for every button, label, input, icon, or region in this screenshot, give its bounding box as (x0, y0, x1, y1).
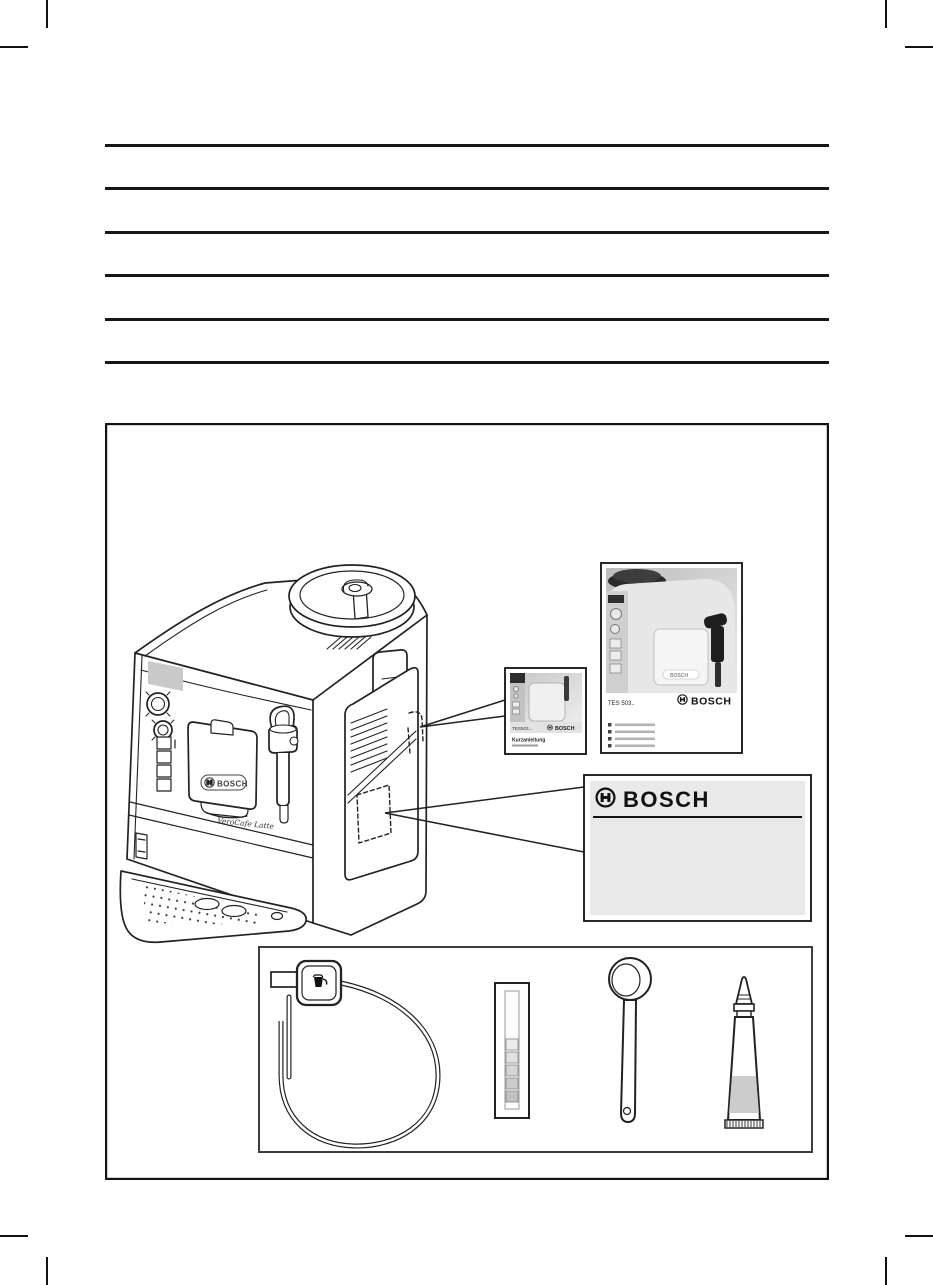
power-switch (136, 833, 147, 859)
quick-card-title: Kurzanleitung (512, 737, 546, 744)
crop-mark-top-left-v (46, 0, 48, 28)
quick-card-brand: BOSCH (555, 726, 575, 732)
crop-mark-top-right-v (885, 0, 887, 28)
quick-card-model: TES503... (512, 726, 533, 731)
ruled-line (105, 361, 829, 364)
ruled-line (105, 231, 829, 234)
crop-mark-top-left-h (0, 46, 28, 48)
service-card (584, 775, 811, 921)
crop-mark-bottom-right-h (905, 1235, 933, 1237)
crop-mark-bottom-right-v (885, 1257, 887, 1285)
machine-model-script: VeroCafe Latte (216, 816, 275, 831)
manual-model: TES 503.. (608, 701, 635, 707)
ruled-line (105, 144, 829, 147)
ruled-line (105, 318, 829, 321)
crop-mark-top-right-h (905, 46, 933, 48)
crop-mark-bottom-left-h (0, 1235, 28, 1237)
instruction-manual-cover (601, 563, 742, 753)
quick-reference-card (505, 668, 586, 754)
service-card-brand: BOSCH (623, 787, 710, 812)
figure-illustration (105, 423, 829, 1180)
cover-photo-badge: BOSCH (670, 673, 689, 679)
bean-container-lid (289, 565, 415, 637)
crop-mark-bottom-left-v (46, 1257, 48, 1285)
ruled-line (105, 274, 829, 277)
machine-front-badge: BOSCH (217, 779, 248, 789)
accessories-box (259, 947, 812, 1152)
ruled-line (105, 187, 829, 190)
water-hardness-test-strip (495, 983, 529, 1118)
manual-brand: BOSCH (691, 695, 732, 708)
